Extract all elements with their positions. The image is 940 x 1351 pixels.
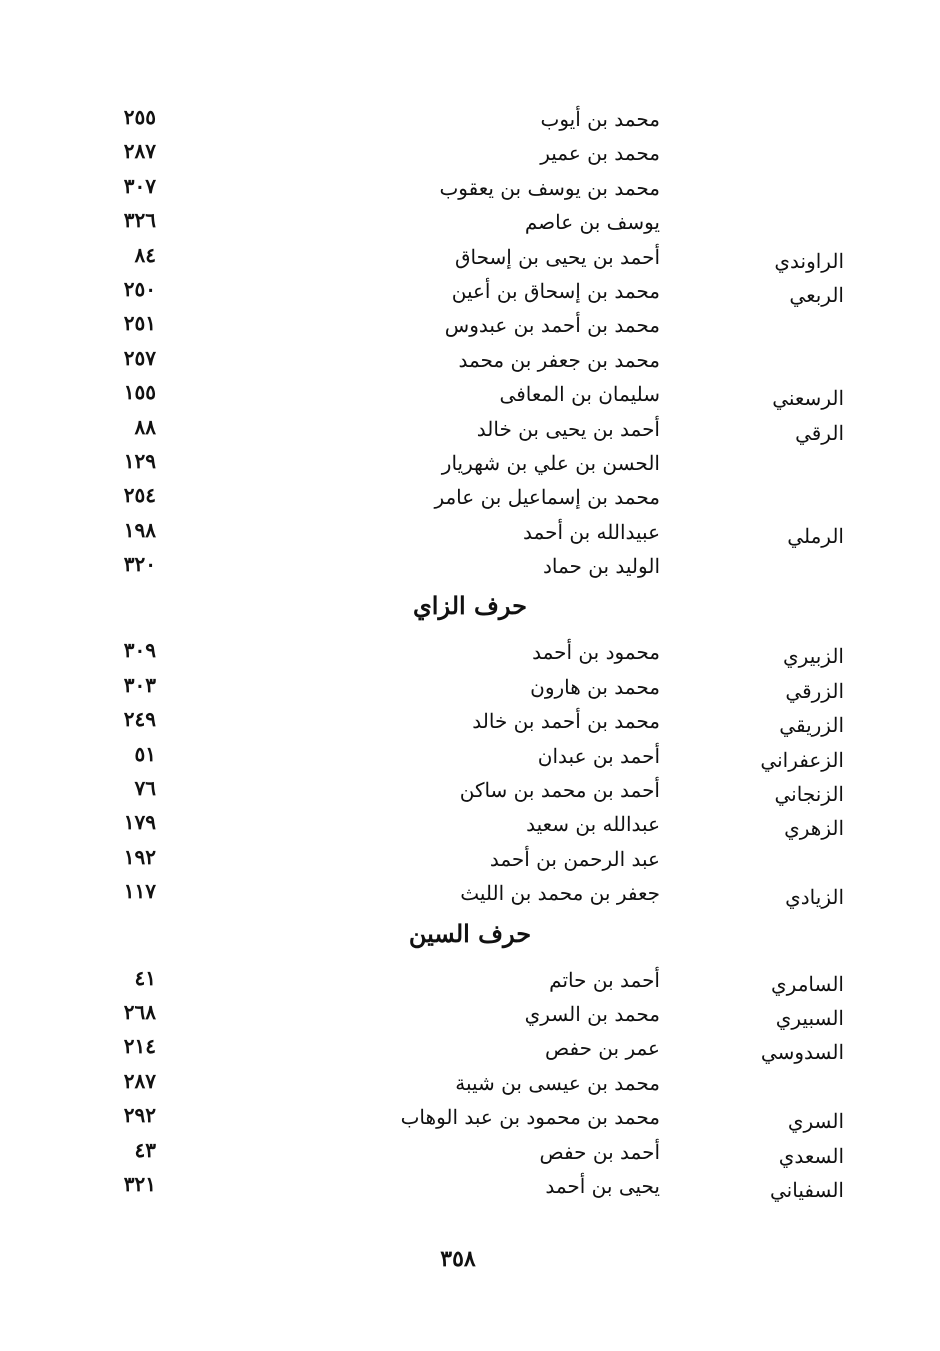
entry-name: الحسن بن علي بن شهريار — [441, 450, 660, 475]
index-entry — [0, 276, 940, 310]
entry-name: محمد بن جعفر بن محمد — [458, 347, 660, 372]
entry-page: ٥١ — [134, 741, 156, 766]
entry-name: الوليد بن حماد — [542, 554, 660, 579]
entry-name: محمد بن إسماعيل بن عامر — [434, 485, 660, 510]
entry-page: ٢٨٧ — [123, 1068, 156, 1093]
entry-name: محمد بن أحمد بن عبدوس — [444, 313, 660, 338]
entry-name: محمد بن هارون — [530, 674, 660, 699]
section-heading-row — [0, 913, 940, 965]
entry-page: ٢٨٧ — [123, 139, 156, 164]
entry-name: سليمان بن المعافى — [499, 382, 660, 407]
index-entry — [0, 999, 940, 1033]
entry-page: ١٩٨ — [123, 517, 156, 542]
index-entry — [0, 551, 940, 585]
entry-page: ٣٠٣ — [123, 672, 156, 697]
index-entry — [0, 345, 940, 379]
index-entry — [0, 809, 940, 843]
entry-page: ٤٣ — [134, 1137, 156, 1162]
index-entry — [0, 1137, 940, 1171]
index-list — [0, 104, 940, 1205]
entry-page: ٣٢١ — [123, 1171, 156, 1196]
entry-name: محمد بن يوسف بن يعقوب — [439, 175, 660, 200]
index-entry — [0, 414, 940, 448]
entry-nisba: الزهري — [784, 816, 844, 841]
entry-page: ١٩٢ — [123, 844, 156, 869]
index-entry — [0, 104, 940, 138]
index-entry — [0, 517, 940, 551]
entry-page: ١١٧ — [123, 879, 156, 904]
index-entry — [0, 379, 940, 413]
section-heading-row — [0, 585, 940, 637]
entry-page: ٨٤ — [134, 242, 156, 267]
entry-name: أحمد بن حفص — [539, 1139, 660, 1164]
entry-page: ٢٤٩ — [123, 707, 156, 732]
entry-nisba: الزبيري — [783, 644, 844, 669]
entry-page: ٣٢٠ — [123, 552, 156, 577]
entry-nisba: الرقي — [795, 420, 844, 445]
index-entry — [0, 1171, 940, 1205]
entry-nisba: الزريقي — [779, 713, 844, 738]
index-entry — [0, 173, 940, 207]
entry-name: عمر بن حفص — [544, 1036, 660, 1061]
index-entry — [0, 448, 940, 482]
entry-page: ٢٥٧ — [123, 345, 156, 370]
entry-page: ٧٦ — [134, 776, 156, 801]
entry-name: محمد بن إسحاق بن أعين — [451, 278, 660, 303]
entry-nisba: الزعفراني — [760, 747, 844, 772]
entry-page: ٢١٤ — [123, 1034, 156, 1059]
entry-page: ٣٢٦ — [123, 208, 156, 233]
entry-page: ٨٨ — [134, 414, 156, 439]
entry-nisba: الرملي — [787, 523, 844, 548]
entry-name: عبيدالله بن أحمد — [523, 519, 660, 544]
entry-page: ٤١ — [134, 965, 156, 990]
entry-name: محمد بن أحمد بن خالد — [472, 709, 660, 734]
entry-page: ١٧٩ — [123, 810, 156, 835]
entry-name: عبد الرحمن بن أحمد — [489, 846, 660, 871]
index-entry — [0, 242, 940, 276]
page-number: ٣٥٨ — [440, 1246, 476, 1272]
entry-nisba: السفياني — [770, 1177, 844, 1202]
entry-name: جعفر بن محمد بن الليث — [460, 881, 660, 906]
entry-name: عبدالله بن سعيد — [526, 812, 660, 837]
entry-page: ١٥٥ — [123, 380, 156, 405]
entry-nisba: الراوندي — [774, 248, 844, 273]
index-entry — [0, 310, 940, 344]
index-entry — [0, 1033, 940, 1067]
entry-nisba: الزيادي — [785, 885, 844, 910]
index-entry — [0, 741, 940, 775]
section-heading-sin: حرف السين — [408, 918, 532, 948]
entry-page: ٢٦٨ — [123, 999, 156, 1024]
entry-name: أحمد بن يحيى بن إسحاق — [454, 244, 660, 269]
entry-name: محمد بن أيوب — [540, 107, 660, 131]
index-entry — [0, 482, 940, 516]
entry-name: محمد بن عمير — [540, 141, 660, 166]
entry-nisba: السبيري — [775, 1005, 844, 1030]
entry-name: أحمد بن عبدان — [537, 743, 660, 768]
entry-name: أحمد بن حاتم — [549, 967, 660, 992]
index-entry — [0, 207, 940, 241]
entry-page: ٢٥٥ — [123, 105, 156, 129]
entry-name: محمود بن أحمد — [532, 640, 660, 665]
entry-page: ٢٥١ — [123, 311, 156, 336]
entry-page: ٢٥٠ — [123, 276, 156, 301]
index-entry — [0, 965, 940, 999]
entry-name: محمد بن عيسى بن شيبة — [455, 1070, 660, 1095]
index-entry — [0, 1068, 940, 1102]
entry-nisba: السدوسي — [760, 1040, 844, 1065]
index-entry — [0, 672, 940, 706]
section-heading-zay: حرف الزاي — [413, 591, 527, 621]
entry-nisba: السعدي — [778, 1143, 844, 1168]
entry-page: ٢٩٢ — [123, 1103, 156, 1128]
index-entry — [0, 1102, 940, 1136]
entry-name: محمد بن محمود بن عبد الوهاب — [400, 1105, 660, 1130]
entry-nisba: الزرقي — [785, 678, 844, 703]
entry-name: يحيى بن أحمد — [545, 1173, 660, 1198]
entry-page: ٣٠٧ — [123, 173, 156, 198]
index-entry — [0, 138, 940, 172]
entry-name: أحمد بن محمد بن ساكن — [459, 778, 660, 803]
index-entry — [0, 878, 940, 912]
index-entry — [0, 844, 940, 878]
entry-name: يوسف بن عاصم — [524, 210, 660, 235]
index-entry — [0, 775, 940, 809]
entry-page: ٣٠٩ — [123, 638, 156, 663]
entry-nisba: السامري — [771, 971, 844, 996]
index-entry — [0, 637, 940, 671]
entry-nisba: الزنجاني — [774, 782, 844, 807]
entry-page: ١٢٩ — [123, 448, 156, 473]
entry-page: ٢٥٤ — [123, 483, 156, 508]
entry-name: أحمد بن يحيى بن خالد — [476, 416, 660, 441]
entry-name: محمد بن السري — [524, 1001, 660, 1026]
entry-nisba: الربعي — [789, 282, 844, 307]
entry-nisba: السري — [787, 1109, 844, 1134]
index-entry — [0, 706, 940, 740]
entry-nisba: الرسعني — [772, 386, 844, 411]
